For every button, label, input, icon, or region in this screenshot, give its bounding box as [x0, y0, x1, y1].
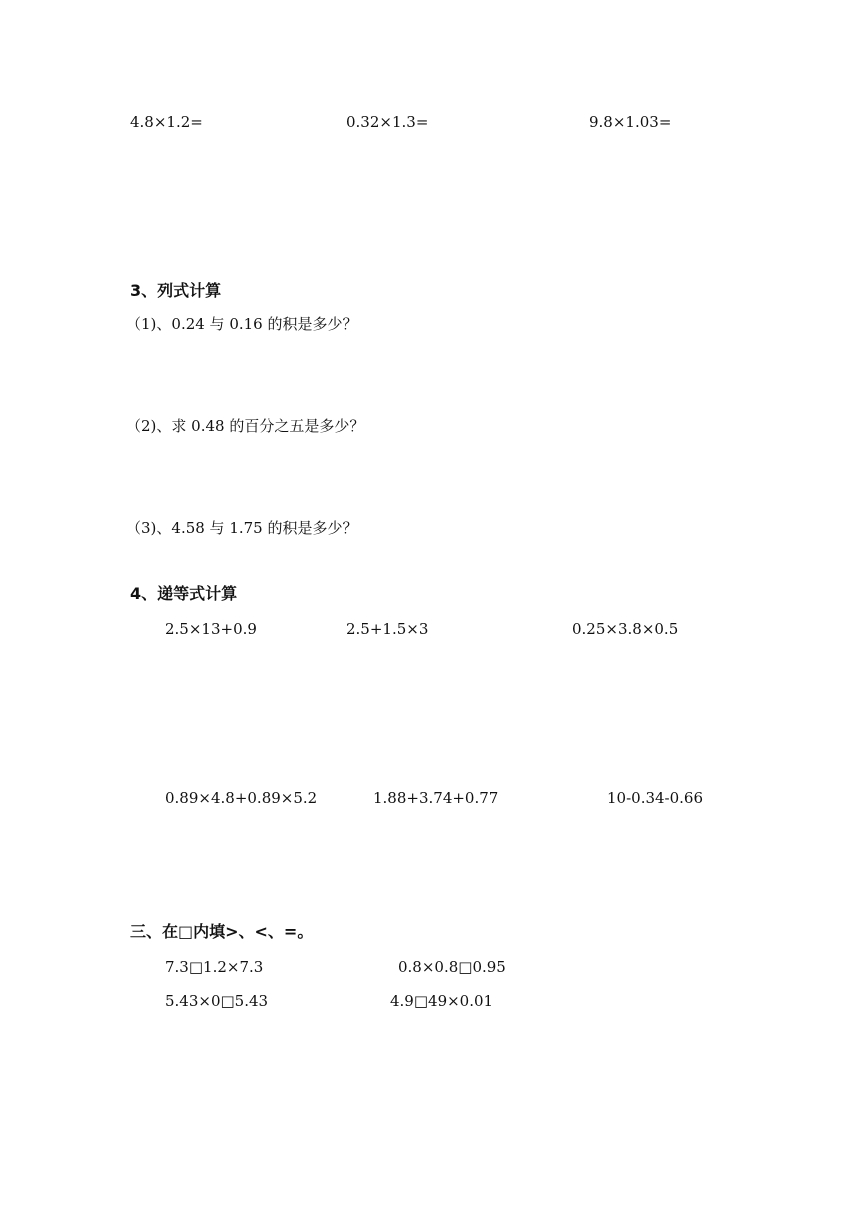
section4-row1-item-2: 2.5+1.5×3: [346, 620, 429, 638]
section3-question-2: （2)、求 0.48 的百分之五是多少？: [126, 417, 365, 435]
section4-row1-item-3: 0.25×3.8×0.5: [572, 620, 679, 638]
exercise-top-2: 0.32×1.3=: [346, 113, 429, 131]
section4-row2-item-1: 0.89×4.8+0.89×5.2: [165, 789, 318, 807]
section4-row1-item-1: 2.5×13+0.9: [165, 620, 257, 638]
section4-heading: 4、递等式计算: [130, 584, 238, 603]
part3-row1-item-1: 7.3□1.2×7.3: [165, 958, 264, 976]
part3-row1-item-2: 0.8×0.8□0.95: [398, 958, 506, 976]
section3-question-1: （1)、0.24 与 0.16 的积是多少？: [126, 315, 358, 333]
section4-row2-item-3: 10-0.34-0.66: [607, 789, 704, 807]
section3-question-3: （3)、4.58 与 1.75 的积是多少？: [126, 519, 358, 537]
part3-row2-item-1: 5.43×0□5.43: [165, 992, 269, 1010]
section3-heading: 3、列式计算: [130, 281, 222, 300]
section4-row2-item-2: 1.88+3.74+0.77: [373, 789, 499, 807]
exercise-top-1: 4.8×1.2=: [130, 113, 203, 131]
part3-heading: 三、在□内填>、<、=。: [130, 922, 314, 941]
part3-row2-item-2: 4.9□49×0.01: [390, 992, 494, 1010]
exercise-top-3: 9.8×1.03=: [589, 113, 672, 131]
